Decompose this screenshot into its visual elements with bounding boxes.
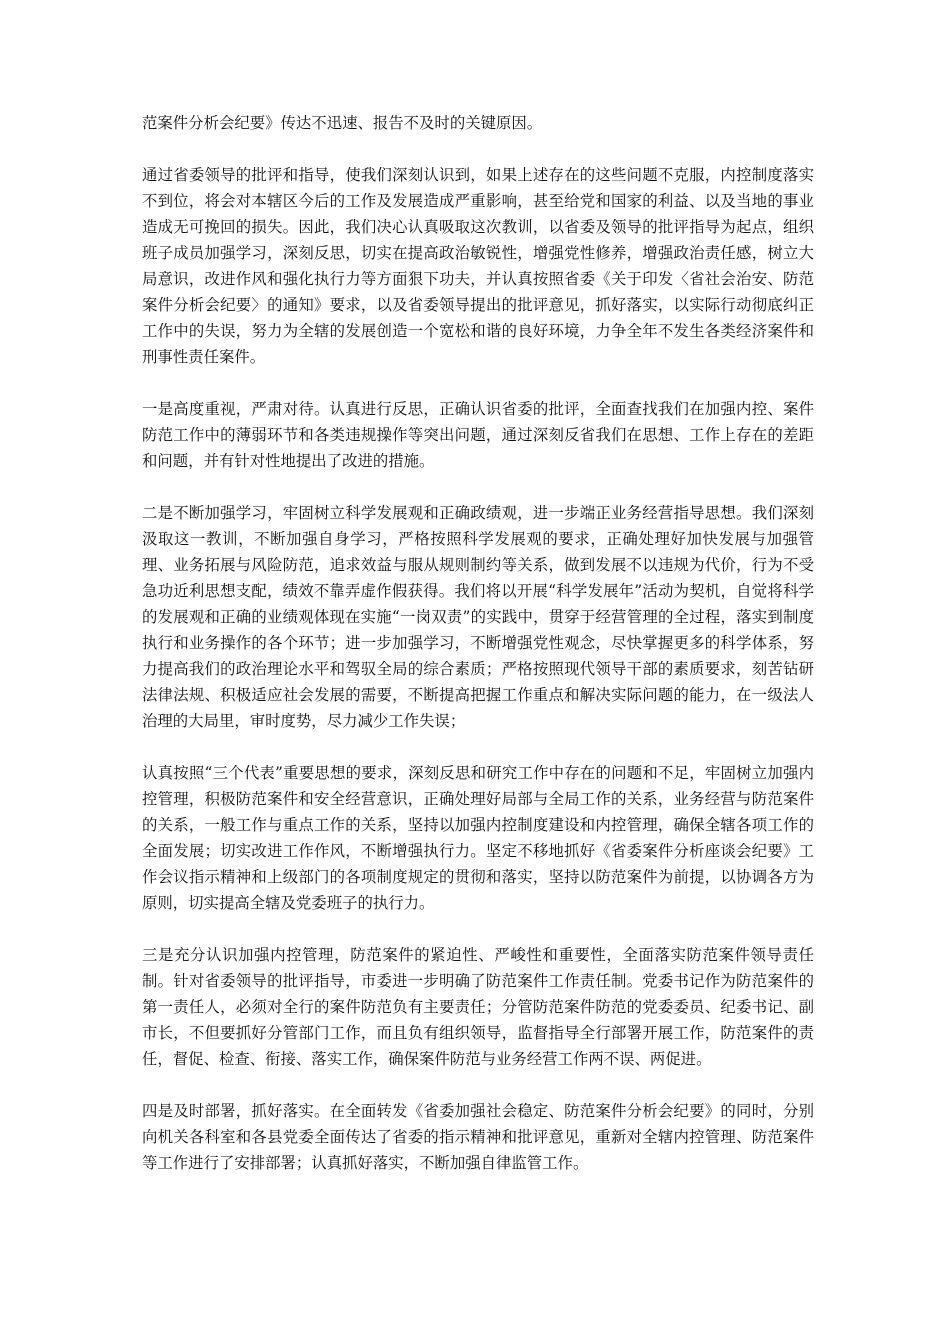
paragraph-fragment: 范案件分析会纪要》传达不迅速、报告不及时的关键原因。 — [142, 114, 543, 132]
document-body — [142, 110, 814, 1202]
paragraph-point-four: 四是及时部署，抓好落实。在全面转发《省委加强社会稳定、防范案件分析会纪要》的同时，分别向机关各科室和各县党委全面传达了省委的指示精神和批评意见，重新对全辖内控管理、防范案件等工作进行了安排部署；认真抓好落实，不断加强自律监管工作。 — [142, 1102, 814, 1172]
paragraph-lessons: 通过省委领导的批评和指导，使我们深刻认识到，如果上述存在的这些问题不克服，内控制度落实不到位，将会对本辖区今后的工作及发展造成严重影响，甚至给党和国家的利益、以及当地的事业造成无可挽回的损失。因此，我们决心认真吸取这次教训，以省委及领导的批评指导为起点，组织班子成员加强学习，深刻反思，切实在提高政治敏锐性，增强党性修养，增强政治责任感，树立大局意识，改进作风和强化执行力等方面狠下功夫，并认真按照省委《关于印发〈省社会治安、防范案件分析会纪要〉的通知》要求，以及省委领导提出的批评意见，抓好落实，以实际行动彻底纠正工作中的失误，努力为全辖的发展创造一个宽松和谐的良好环境，力争全年不发生各类经济案件和刑事性责任案件。 — [142, 166, 814, 366]
paragraph-three-represents: 认真按照“三个代表”重要思想的要求，深刻反思和研究工作中存在的问题和不足，牢固树立加强内控管理，积极防范案件和安全经营意识，正确处理好局部与全局工作的关系，业务经营与防范案件的关系，一般工作与重点工作的关系，坚持以加强内控制度建设和内控管理，确保全辖各项工作的全面发展；切实改进工作作风，不断增强执行力。坚定不移地抓好《省委案件分析座谈会纪要》工作会议指示精神和上级部门的各项制度规定的贯彻和落实，坚持以防范案件为前提，以协调各方为原则，切实提高全辖及党委班子的执行力。 — [142, 764, 814, 912]
paragraph-point-three: 三是充分认识加强内控管理，防范案件的紧迫性、严峻性和重要性，全面落实防范案件领导责任制。针对省委领导的批评指导，市委进一步明确了防范案件工作责任制。党委书记作为防范案件的第一责任人，必须对全行的案件防范负有主要责任；分管防范案件防范的党委委员、纪委书记、副市长，不但要抓好分管部门工作，而且负有组织领导，监督指导全行部署开展工作，防范案件的责任，督促、检查、衔接、落实工作，确保案件防范与业务经营工作两不误、两促进。 — [142, 946, 814, 1068]
paragraph-point-two: 二是不断加强学习，牢固树立科学发展观和正确政绩观，进一步端正业务经营指导思想。我们深刻汲取这一教训，不断加强自身学习，严格按照科学发展观的要求，正确处理好加快发展与加强管理、业务拓展与风险防范，追求效益与服从规则制约等关系，做到发展不以违规为代价，行为不受急功近利思想支配，绩效不靠弄虚作假获得。我们将以开展“科学发展年”活动为契机，自觉将科学的发展观和正确的业绩观体现在实施“一岗双责”的实践中，贯穿于经营管理的全过程，落实到制度执行和业务操作的各个环节；进一步加强学习，不断增强党性观念，尽快掌握更多的科学体系，努力提高我们的政治理论水平和驾驭全局的综合素质；严格按照现代领导干部的素质要求，刻苦钻研法律法规、积极适应社会发展的需要，不断提高把握工作重点和解决实际问题的能力，在一级法人治理的大局里，审时度势，尽力减少工作失误； — [142, 504, 814, 730]
paragraph-point-one: 一是高度重视，严肃对待。认真进行反思，正确认识省委的批评，全面查找我们在加强内控、案件防范工作中的薄弱环节和各类违规操作等突出问题，通过深刻反省我们在思想、工作上存在的差距和问题，并有针对性地提出了改进的措施。 — [142, 400, 814, 470]
